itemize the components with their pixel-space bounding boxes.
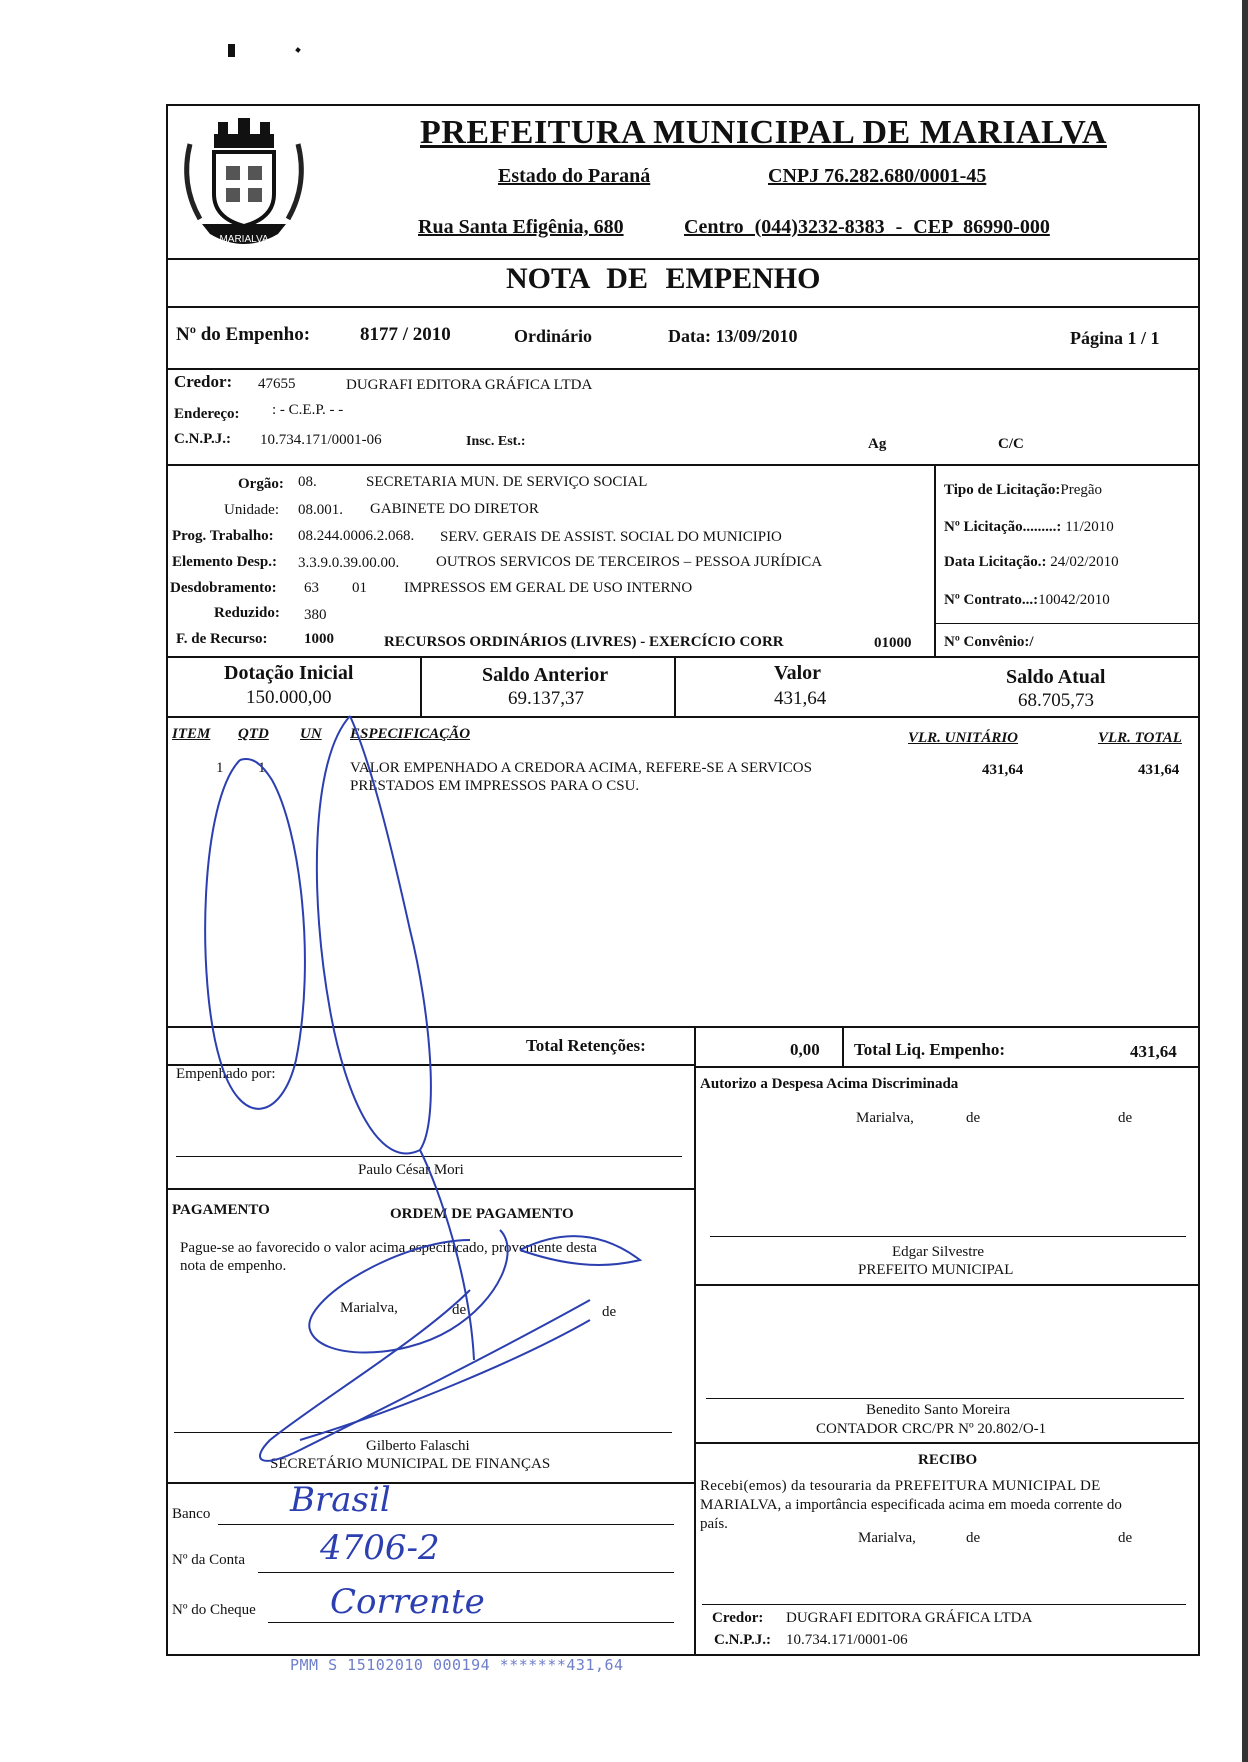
pagamento-label: PAGAMENTO	[172, 1202, 270, 1218]
pagamento-text-2: nota de empenho.	[180, 1258, 287, 1274]
divider	[420, 656, 422, 716]
licitacao-data-label: Data Licitação.:	[944, 554, 1047, 570]
valor-value: 431,64	[774, 688, 827, 709]
banco-line	[218, 1524, 674, 1525]
insc-label: Insc. Est.:	[466, 434, 526, 449]
cheque-label: Nº do Cheque	[172, 1602, 256, 1618]
recibo-credor-name: DUGRAFI EDITORA GRÁFICA LTDA	[786, 1610, 1033, 1626]
recibo-line3: país.	[700, 1516, 728, 1532]
doc-title: NOTA DE EMPENHO	[506, 262, 821, 295]
anterior-value: 69.137,37	[508, 688, 584, 709]
cheque-handwritten: Corrente	[330, 1582, 485, 1622]
page-number: Página 1 / 1	[1070, 328, 1160, 348]
desd-desc: IMPRESSOS EM GERAL DE USO INTERNO	[404, 580, 693, 596]
credor-name: DUGRAFI EDITORA GRÁFICA LTDA	[346, 377, 593, 393]
signature-line	[702, 1604, 1186, 1605]
page-title: PREFEITURA MUNICIPAL DE MARIALVA	[420, 114, 1107, 151]
licitacao-tipo	[944, 482, 1102, 499]
divider	[694, 1284, 1198, 1286]
cnpj-header: CNPJ 76.282.680/0001-45	[768, 165, 987, 187]
recibo-credor-label: Credor:	[712, 1610, 764, 1626]
desd-code1: 63	[304, 580, 319, 596]
contador-name: Benedito Santo Moreira	[866, 1402, 1011, 1418]
col-un: UN	[300, 726, 322, 742]
recibo-title: RECIBO	[918, 1452, 978, 1468]
coat-of-arms-icon	[170, 104, 318, 254]
contact: Centro (044)3232-8383 - CEP 86990-000	[684, 216, 1050, 238]
anterior-label: Saldo Anterior	[482, 664, 609, 686]
divider	[166, 306, 1198, 308]
endereco-value: : - C.E.P. - -	[272, 402, 344, 418]
empenhado-label: Empenhado por:	[176, 1066, 276, 1082]
elem-label: Elemento Desp.:	[172, 554, 277, 570]
reduzido-value: 380	[304, 607, 327, 623]
col-qtd: QTD	[238, 726, 269, 742]
banco-label: Banco	[172, 1506, 211, 1522]
banco-handwritten: Brasil	[290, 1480, 391, 1520]
cnpj-value: 10.734.171/0001-06	[260, 432, 382, 448]
col-item: ITEM	[172, 726, 211, 742]
liquido-value: 431,64	[1130, 1042, 1177, 1061]
credor-label: Credor:	[174, 372, 233, 391]
signature-line	[176, 1156, 682, 1157]
divider	[166, 1482, 694, 1484]
licitacao-data	[944, 554, 1119, 571]
recibo-city: Marialva,	[858, 1530, 916, 1546]
state-name: Estado do Paraná	[498, 165, 651, 187]
row-desc-line2: PRESTADOS EM IMPRESSOS PARA O CSU.	[350, 778, 640, 794]
cnpj-label: C.N.P.J.:	[174, 431, 231, 447]
orgao-label: Orgão:	[238, 476, 284, 492]
retencoes-value: 0,00	[790, 1040, 820, 1059]
row-vlr-total: 431,64	[1138, 762, 1180, 778]
licitacao-contrato	[944, 592, 1110, 609]
liquido-label: Total Liq. Empenho:	[854, 1040, 1005, 1059]
table-row	[166, 758, 1198, 808]
autorizo-title: Autorizo a Despesa Acima Discriminada	[700, 1076, 959, 1092]
col-vlr-unitario: VLR. UNITÁRIO	[908, 730, 1019, 746]
licitacao-data-value: 24/02/2010	[1050, 554, 1119, 570]
scan-edge	[1242, 0, 1248, 1762]
unidade-code: 08.001.	[298, 502, 343, 518]
signature-line	[710, 1236, 1186, 1237]
desd-label: Desdobramento:	[170, 580, 277, 596]
licitacao-tipo-label: Tipo de Licitação:	[944, 482, 1061, 498]
dotacao-value: 150.000,00	[246, 687, 332, 708]
conta-line	[258, 1572, 674, 1573]
empenho-type: Ordinário	[514, 326, 593, 346]
recurso-code2: 01000	[874, 635, 912, 651]
divider	[694, 1442, 1198, 1444]
pagamento-city: Marialva,	[340, 1300, 398, 1316]
recibo-de1: de	[966, 1530, 981, 1546]
prog-code: 08.244.0006.2.068.	[298, 528, 415, 544]
elem-code: 3.3.9.0.39.00.00.	[298, 555, 400, 571]
orgao-desc: SECRETARIA MUN. DE SERVIÇO SOCIAL	[366, 474, 648, 490]
ordem-label: ORDEM DE PAGAMENTO	[390, 1206, 574, 1222]
empenho-date: Data: 13/09/2010	[668, 326, 798, 346]
row-desc-line1: VALOR EMPENHADO A CREDORA ACIMA, REFERE-SE A SERVICOS	[350, 760, 812, 776]
prefeito-name: Edgar Silvestre	[892, 1244, 985, 1260]
address: Rua Santa Efigênia, 680	[418, 216, 624, 238]
recurso-code: 1000	[304, 631, 334, 647]
divider	[934, 464, 936, 656]
licitacao-contrato-label: Nº Contrato...:	[944, 592, 1039, 608]
atual-label: Saldo Atual	[1006, 666, 1106, 688]
empenho-number: 8177 / 2010	[360, 324, 451, 345]
ag-label: Ag	[868, 436, 887, 452]
credor-code: 47655	[258, 376, 296, 392]
row-item: 1	[216, 760, 224, 776]
atual-value: 68.705,73	[1018, 690, 1094, 711]
prefeito-role: PREFEITO MUNICIPAL	[858, 1262, 1014, 1278]
prog-desc: SERV. GERAIS DE ASSIST. SOCIAL DO MUNICIPIO	[440, 529, 782, 545]
divider	[166, 368, 1198, 370]
divider	[694, 1026, 696, 1656]
recurso-label: F. de Recurso:	[176, 631, 268, 647]
licitacao-numero-value: 11/2010	[1065, 519, 1114, 535]
autorizo-de1: de	[966, 1110, 981, 1126]
stamp: PMM S 15102010 000194 *******431,64	[290, 1656, 624, 1674]
recibo-line1: Recebi(emos) da tesouraria da PREFEITURA MUNICIPAL DE	[700, 1478, 1101, 1494]
col-especificacao: ESPECIFICAÇÃO	[350, 726, 471, 742]
unidade-label: Unidade:	[224, 502, 279, 518]
prog-label: Prog. Trabalho:	[172, 528, 274, 544]
conta-label: Nº da Conta	[172, 1552, 245, 1568]
orgao-code: 08.	[298, 474, 317, 490]
desd-code2: 01	[352, 580, 367, 596]
signature-line	[706, 1398, 1184, 1399]
licitacao-tipo-value: Pregão	[1060, 482, 1103, 498]
cheque-line	[268, 1622, 674, 1623]
recibo-line2: MARIALVA, a importância especificada acima em moeda corrente do	[700, 1497, 1122, 1513]
endereco-label: Endereço:	[174, 406, 240, 422]
licitacao-convenio: Nº Convênio:/	[944, 634, 1034, 650]
scan-speck	[295, 47, 301, 53]
reduzido-label: Reduzido:	[214, 605, 280, 621]
recurso-desc: RECURSOS ORDINÁRIOS (LIVRES) - EXERCÍCIO CORR	[384, 634, 784, 650]
divider	[166, 1188, 694, 1190]
empenhado-signer: Paulo César Mori	[358, 1162, 464, 1178]
recibo-de2: de	[1118, 1530, 1133, 1546]
divider	[166, 258, 1198, 260]
divider	[166, 716, 1198, 718]
conta-handwritten: 4706-2	[320, 1528, 440, 1568]
divider	[934, 623, 1198, 624]
row-qtd: 1	[258, 760, 266, 776]
autorizo-de2: de	[1118, 1110, 1133, 1126]
retencoes-label: Total Retenções:	[526, 1036, 646, 1055]
autorizo-city: Marialva,	[856, 1110, 914, 1126]
secretario-role: SECRETÁRIO MUNICIPAL DE FINANÇAS	[270, 1456, 551, 1472]
unidade-desc: GABINETE DO DIRETOR	[370, 501, 539, 517]
elem-desc: OUTROS SERVICOS DE TERCEIROS – PESSOA JURÍDICA	[436, 554, 823, 570]
signature-line	[174, 1432, 672, 1433]
recibo-cnpj-label: C.N.P.J.:	[714, 1632, 771, 1648]
svg-text:MARIALVA: MARIALVA	[219, 234, 269, 245]
dotacao-label: Dotação Inicial	[224, 662, 354, 684]
pagamento-de2: de	[602, 1304, 617, 1320]
divider	[674, 656, 676, 716]
recibo-cnpj-value: 10.734.171/0001-06	[786, 1632, 908, 1648]
row-vlr-unitario: 431,64	[982, 762, 1024, 778]
licitacao-numero-label: Nº Licitação.........:	[944, 519, 1062, 535]
pagamento-text-1: Pague-se ao favorecido o valor acima especificado, proveniente desta	[180, 1240, 597, 1256]
divider	[694, 1066, 1198, 1068]
divider	[842, 1026, 844, 1066]
licitacao-numero	[944, 519, 1114, 536]
cc-label: C/C	[998, 436, 1024, 452]
licitacao-contrato-value: 10042/2010	[1038, 592, 1110, 608]
divider	[166, 464, 1198, 466]
valor-label: Valor	[774, 662, 822, 684]
scan-speck	[228, 44, 235, 57]
col-vlr-total: VLR. TOTAL	[1098, 730, 1182, 746]
contador-role: CONTADOR CRC/PR Nº 20.802/O-1	[816, 1421, 1047, 1437]
divider	[166, 656, 1198, 658]
secretario-name: Gilberto Falaschi	[366, 1438, 470, 1454]
empenho-label: Nº do Empenho:	[176, 324, 311, 345]
divider	[166, 1026, 1198, 1028]
pagamento-de1: de	[452, 1302, 467, 1318]
